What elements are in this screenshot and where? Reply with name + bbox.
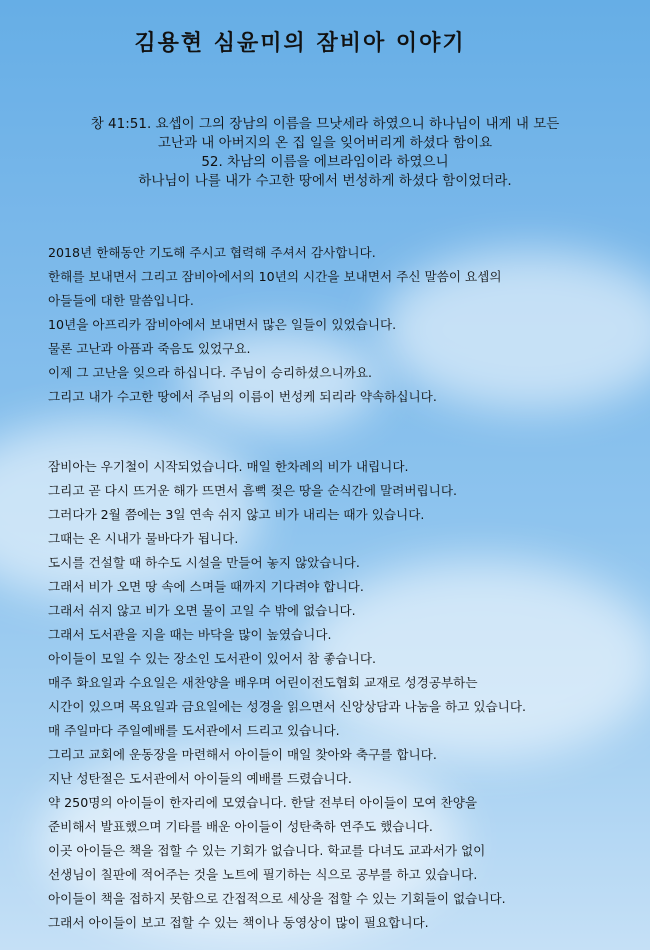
text-line: 그래서 도서관을 지을 때는 바닥을 많이 높였습니다.: [48, 627, 332, 642]
paragraph-2: [48, 455, 638, 935]
paragraph-spacer: [48, 409, 638, 455]
paragraph-1: [48, 241, 638, 409]
text-line: 그래서 쉬지 않고 비가 오면 물이 고일 수 밖에 없습니다.: [48, 603, 356, 618]
text-line: 그리고 교회에 운동장을 마련해서 아이들이 매일 찾아와 축구를 합니다.: [48, 747, 437, 762]
text-line: 그래서 아이들이 보고 접할 수 있는 책이나 동영상이 많이 필요합니다.: [48, 915, 429, 930]
text-line: 준비해서 발표했으며 기타를 배운 아이들이 성탄축하 연주도 했습니다.: [48, 819, 433, 834]
text-line: 한해를 보내면서 그리고 잠비아에서의 10년의 시간을 보내면서 주신 말씀이 요셉의: [48, 269, 502, 284]
text-line: 이제 그 고난을 잊으라 하십니다. 주님이 승리하셨으니까요.: [48, 365, 372, 380]
text-line: 시간이 있으며 목요일과 금요일에는 성경을 읽으면서 신앙상담과 나눔을 하고 있습니다.: [48, 699, 526, 714]
text-line: 이곳 아이들은 책을 접할 수 있는 기회가 없습니다. 학교를 다녀도 교과서가 없이: [48, 843, 486, 858]
text-line: 아이들이 책을 접하지 못함으로 간접적으로 세상을 접할 수 있는 기회들이 없습니다.: [48, 891, 506, 906]
text-line: 약 250명의 아이들이 한자리에 모였습니다. 한달 전부터 아이들이 모여 찬양을: [48, 795, 478, 810]
text-line: 아이들이 모일 수 있는 장소인 도서관이 있어서 참 좋습니다.: [48, 651, 377, 666]
text-line: 잠비아는 우기철이 시작되었습니다. 매일 한차례의 비가 내립니다.: [48, 459, 409, 474]
text-line: 그러다가 2월 쯤에는 3일 연속 쉬지 않고 비가 내리는 때가 있습니다.: [48, 507, 425, 522]
text-line: 선생님이 칠판에 적어주는 것을 노트에 필기하는 식으로 공부를 하고 있습니다.: [48, 867, 478, 882]
scripture-quote: [20, 115, 630, 191]
text-line: 그때는 온 시내가 물바다가 됩니다.: [48, 531, 239, 546]
scripture-line: 고난과 내 아버지의 온 집 일을 잊어버리게 하셨다 함이요: [157, 135, 493, 151]
text-line: 그리고 내가 수고한 땅에서 주님의 이름이 번성케 되리라 약속하십니다.: [48, 389, 437, 404]
text-line: 2018년 한해동안 기도해 주시고 협력해 주셔서 감사합니다.: [48, 245, 376, 260]
text-line: 물론 고난과 아픔과 죽음도 있었구요.: [48, 341, 251, 356]
text-line: 아들들에 대한 말씀입니다.: [48, 293, 194, 308]
text-line: 그래서 비가 오면 땅 속에 스며들 때까지 기다려야 합니다.: [48, 579, 364, 594]
text-line: 그리고 곧 다시 뜨거운 해가 뜨면서 흠뻑 젖은 땅을 순식간에 말려버립니다.: [48, 483, 458, 498]
text-line: 지난 성탄절은 도서관에서 아이들의 예배를 드렸습니다.: [48, 771, 352, 786]
scripture-line: 창 41:51. 요셉이 그의 장남의 이름을 므낫세라 하였으니 하나님이 내게 내 모든: [90, 116, 560, 132]
text-line: 매 주일마다 주일예배를 도서관에서 드리고 있습니다.: [48, 723, 340, 738]
text-line: 도시를 건설할 때 하수도 시설을 만들어 놓지 않았습니다.: [48, 555, 360, 570]
text-line: 매주 화요일과 수요일은 새찬양을 배우며 어린이전도협회 교재로 성경공부하는: [48, 675, 478, 690]
letter-body: [48, 241, 638, 935]
scripture-line: 하나님이 나를 내가 수고한 땅에서 번성하게 하셨다 함이었더라.: [138, 173, 512, 189]
scripture-line: 52. 차남의 이름을 에브라임이라 하였으니: [201, 154, 449, 170]
page-title: 김용현 심윤미의 잠비아 이야기: [134, 31, 466, 56]
text-line: 10년을 아프리카 잠비아에서 보내면서 많은 일들이 있었습니다.: [48, 317, 397, 332]
